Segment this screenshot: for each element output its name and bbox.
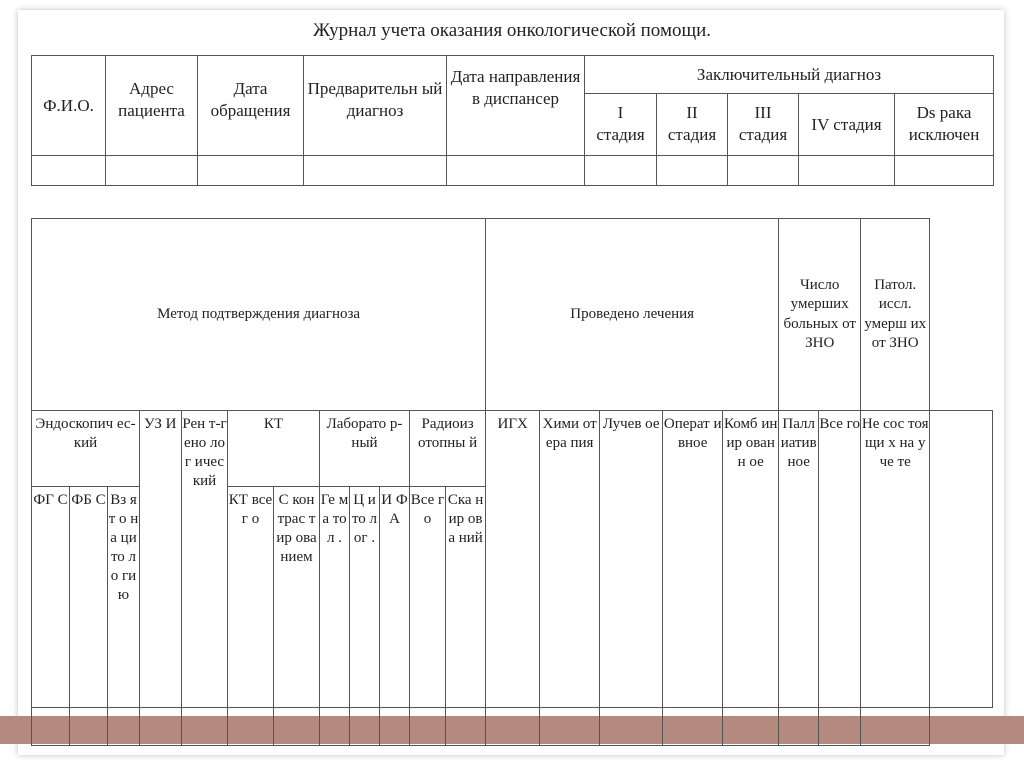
header-kt: КТ (228, 411, 320, 487)
header-radioisotope: Радиоиз отопны й (410, 411, 486, 487)
header-stage-1: I стадия (585, 94, 657, 156)
table-cell (779, 708, 819, 746)
table-cell (799, 156, 895, 186)
table-cell (182, 708, 228, 746)
table-row (32, 156, 994, 186)
diagnosis-table (31, 55, 994, 186)
table-cell (274, 708, 320, 746)
header-kt-total: КТ всег о (228, 487, 274, 708)
header-prelim-diagnosis: Предварительн ый диагноз (304, 56, 447, 156)
header-xray: Рен т-гено лог ичес кий (182, 411, 228, 708)
table-cell (70, 708, 108, 746)
header-address: Адрес пациента (106, 56, 198, 156)
header-kt-contrast: С кон трас тир ова нием (274, 487, 320, 708)
table-cell (304, 156, 447, 186)
header-scans: Ска нир ова ний (446, 487, 486, 708)
header-referral-date: Дата направления в диспансер (447, 56, 585, 156)
header-igx: ИГХ (486, 411, 540, 708)
table-cell (723, 708, 779, 746)
table-cell (861, 708, 930, 746)
header-not-registered: Не сос тоя щи х на уче те (861, 411, 930, 708)
header-stage-3: III стадия (728, 94, 799, 156)
table-cell (380, 708, 410, 746)
header-uzi: УЗ И (140, 411, 182, 708)
table-cell (106, 156, 198, 186)
header-chemo: Хими отера пия (540, 411, 600, 708)
header-combined: Комб инир ованн ое (723, 411, 779, 708)
header-visit-date: Дата обращения (198, 56, 304, 156)
table-cell (895, 156, 994, 186)
header-deaths-total: Все го (819, 411, 861, 708)
header-surgery: Операт ивное (663, 411, 723, 708)
table-cell (663, 708, 723, 746)
header-deaths: Число умерших больных от ЗНО (779, 219, 861, 411)
header-radio-total: Все го (410, 487, 446, 708)
header-pathology-blank (930, 411, 993, 708)
table-cell (447, 156, 585, 186)
table-cell (32, 708, 70, 746)
header-hematology: Ге ма тол . (320, 487, 350, 708)
header-cancer-excluded: Ds рака исключен (895, 94, 994, 156)
table-cell (819, 708, 861, 746)
header-fio: Ф.И.О. (32, 56, 106, 156)
header-fbs: ФБ С (70, 487, 108, 708)
header-confirmation-method: Метод подтверждения диагноза (32, 219, 486, 411)
table-cell (320, 708, 350, 746)
header-cytology: Ц и то л ог . (350, 487, 380, 708)
table-cell (350, 708, 380, 746)
header-radiation: Лучев ое (600, 411, 663, 708)
header-pathology: Патол. исcл. умерш их от ЗНО (861, 219, 930, 411)
table-cell (486, 708, 540, 746)
table-cell (600, 708, 663, 746)
page-title: Журнал учета оказания онкологической помощи. (312, 20, 712, 41)
table-cell (410, 708, 446, 746)
table-cell (446, 708, 486, 746)
header-endoscopic: Эндоскопич ес-кий (32, 411, 140, 487)
header-fgs: ФГ С (32, 487, 70, 708)
table-cell (585, 156, 657, 186)
header-stage-4: IV стадия (799, 94, 895, 156)
treatment-table (31, 218, 993, 746)
header-stage-2: II стадия (657, 94, 728, 156)
header-cytology-taken: Вз ят о на ци то ло ги ю (108, 487, 140, 708)
table-cell (32, 156, 106, 186)
table-row (32, 708, 993, 746)
header-final-diagnosis: Заключительный диагноз (585, 56, 994, 94)
header-treatment: Проведено лечения (486, 219, 779, 411)
table-cell (657, 156, 728, 186)
table-cell (108, 708, 140, 746)
header-lab: Лаборато р-ный (320, 411, 410, 487)
table-cell (198, 156, 304, 186)
header-palliative: Палл иатив ное (779, 411, 819, 708)
header-ifa: И Ф А (380, 487, 410, 708)
table-cell (140, 708, 182, 746)
table-cell (228, 708, 274, 746)
table-cell (728, 156, 799, 186)
table-cell (540, 708, 600, 746)
